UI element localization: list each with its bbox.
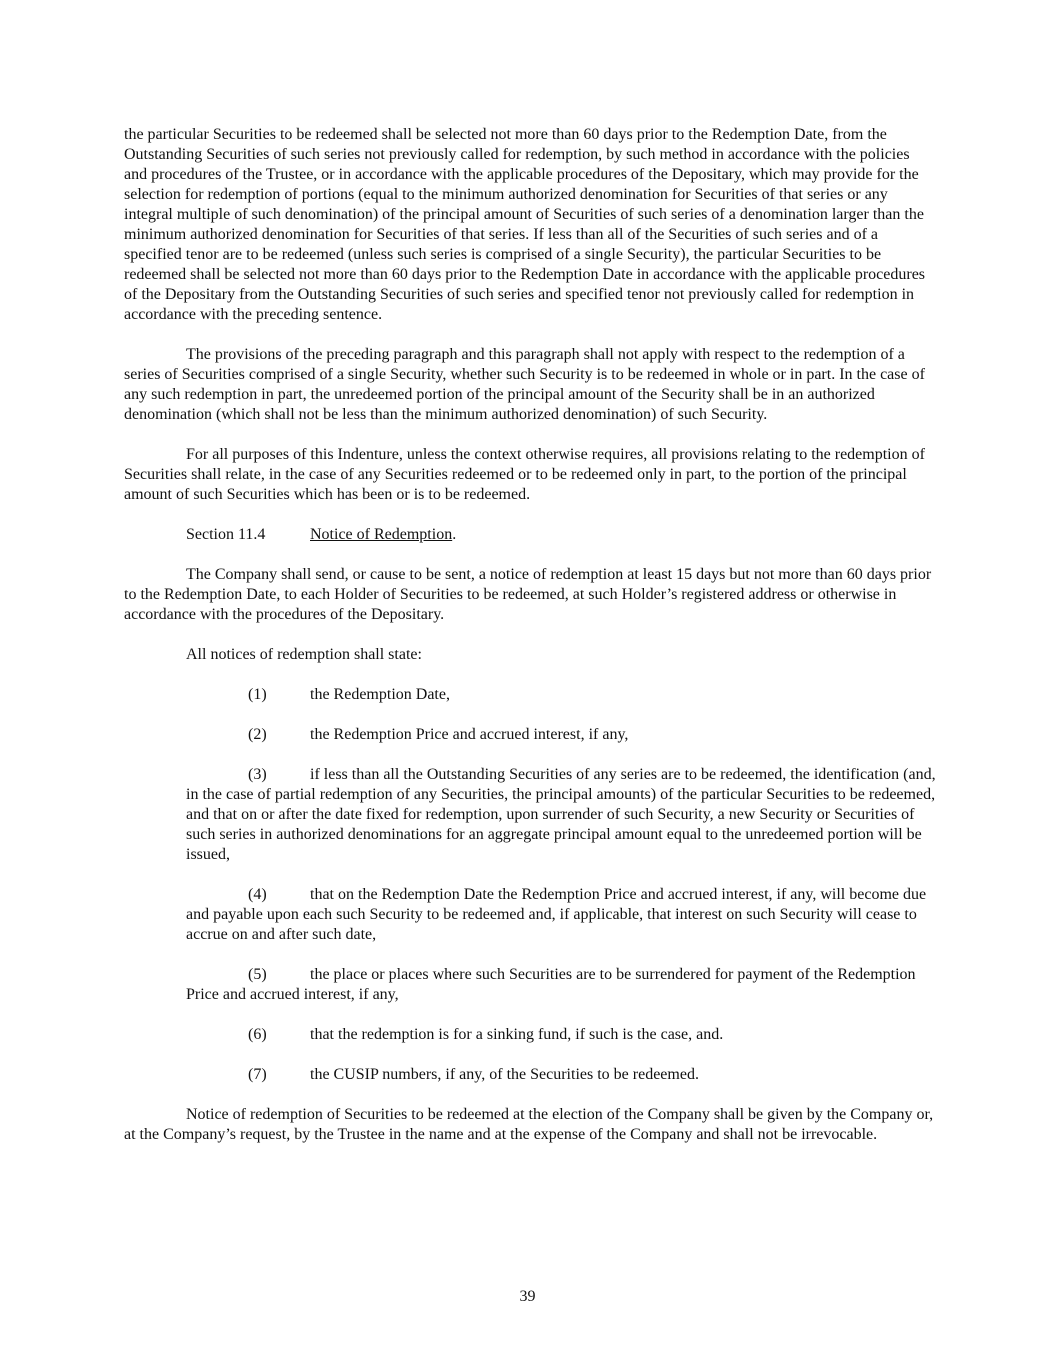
paragraph-send-notice: The Company shall send, or cause to be sent, a notice of redemption at least 15 days but not more than 60 days prior to the Redemption Date, to each Holder of Securities to be redeemed, at such Holder’s registered address or otherwise in accordance with the procedures of the Depositary.	[124, 566, 932, 623]
list-item-number: (3)	[248, 766, 267, 783]
paragraph-notices-state: All notices of redemption shall state:	[186, 646, 422, 663]
paragraph-provisions: The provisions of the preceding paragraph and this paragraph shall not apply with respect to the redemption of a series of Securities comprised of a single Security, whether such Security is to be redeemed in whole or in part. In the case of any such redemption in part, the unredeemed portion of the principal amount of the Security shall be in an authorized denomination (which shall not be less than the minimum authorized denomination) of such Security.	[124, 346, 925, 423]
list-item-number: (7)	[248, 1066, 267, 1083]
list-item-1	[186, 685, 936, 705]
paragraph-purposes: For all purposes of this Indenture, unless the context otherwise requires, all provisions relating to the redemption of Securities shall relate, in the case of any Securities redeemed or to be redeemed only in part, to the portion of the principal amount of such Securities which has been or is to be redeemed.	[124, 446, 925, 503]
list-item-number: (1)	[248, 686, 267, 703]
list-item-text: the place or places where such Securities are to be surrendered for payment of the Redemption Price and accrued interest, if any,	[186, 966, 916, 1003]
list-item-number: (4)	[248, 886, 267, 903]
list-item-6	[186, 1025, 936, 1045]
list-item-text: that on the Redemption Date the Redemption Price and accrued interest, if any, will become due and payable upon each such Security to be redeemed and, if applicable, that interest on such Security will cease to accrue on and after such date,	[186, 886, 927, 943]
list-item-7	[186, 1065, 936, 1085]
list-item-number: (5)	[248, 966, 267, 983]
list-item-5	[186, 965, 936, 1005]
paragraph-continued: the particular Securities to be redeemed shall be selected not more than 60 days prior to the Redemption Date, from the Outstanding Securities of such series not previously called for redemption, by such method in accordance with the policies and procedures of the Trustee, or in accordance with the applicable procedures of the Depositary, which may provide for the selection for redemption of portions (equal to the minimum authorized denomination for Securities of that series or any integral multiple of such denomination) of the principal amount of Securities of such series of a denomination larger than the minimum authorized denomination for Securities of that series. If less than all of the Securities of such series and of a specified tenor are to be redeemed (unless such series is comprised of a single Security), the particular Securities to be redeemed shall be selected not more than 60 days prior to the Redemption Date in accordance with the applicable procedures of the Depositary from the Outstanding Securities of such series and specified tenor not previously called for redemption in accordance with the preceding sentence.	[124, 126, 926, 323]
list-item-text: the Redemption Price and accrued interest, if any,	[310, 726, 629, 743]
paragraph-notice-election: Notice of redemption of Securities to be redeemed at the election of the Company shall be given by the Company or, at the Company’s request, by the Trustee in the name and at the expense of the Company and shall not be irrevocable.	[124, 1106, 934, 1143]
list-item-text: the CUSIP numbers, if any, of the Securities to be redeemed.	[310, 1066, 699, 1083]
document-body	[124, 125, 936, 1165]
list-item-number: (2)	[248, 726, 267, 743]
section-heading	[124, 525, 936, 545]
list-item-3	[186, 765, 936, 865]
list-item-text: that the redemption is for a sinking fund, if such is the case, and.	[310, 1026, 724, 1043]
section-title-period: .	[452, 526, 457, 543]
list-item-2	[186, 725, 936, 745]
section-number: Section 11.4	[186, 526, 266, 543]
list-item-4	[186, 885, 936, 945]
list-item-text: the Redemption Date,	[310, 686, 450, 703]
list-item-number: (6)	[248, 1026, 267, 1043]
section-title: Notice of Redemption	[310, 526, 453, 543]
list-item-text: if less than all the Outstanding Securities of any series are to be redeemed, the identification (and, in the case of partial redemption of any Securities, the principal amounts) of the particular Securities to be redeemed, and that on or after the date fixed for redemption, upon surrender of such Security, a new Security or Securities of such series in authorized denominations for an aggregate principal amount equal to the unredeemed portion will be issued,	[186, 766, 936, 863]
page-number: 39	[519, 1288, 536, 1305]
